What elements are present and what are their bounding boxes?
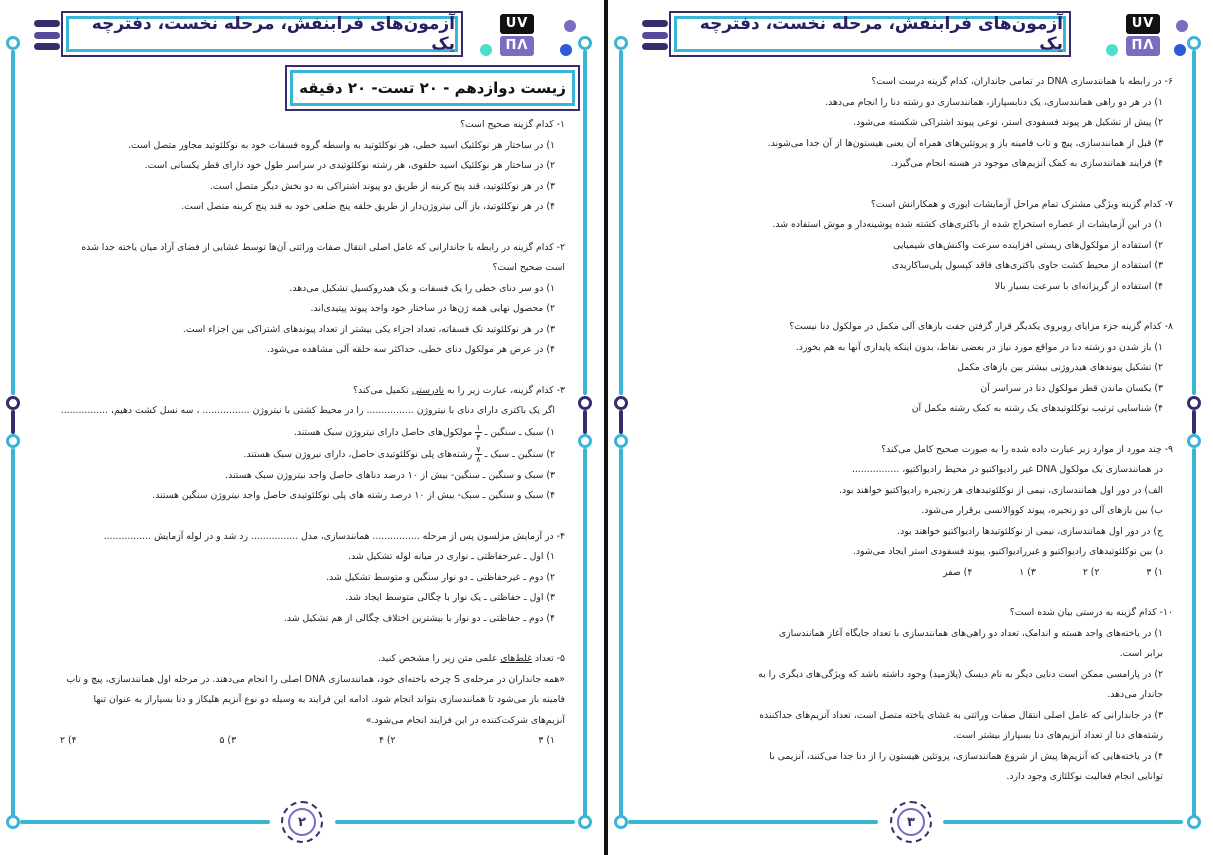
right-rail-lower — [583, 448, 587, 818]
left-page — [0, 0, 604, 855]
option: ۳) در جاندارانی که عامل اصلی انتقال صفات وراثتی به غشای یاخته متصل است، تعداد آنزیم‌های جداکننده رشته‌های دنا از تعداد آنزیم‌های دنا بسپاراز بیشتر است. — [759, 709, 1163, 741]
uv-logo — [494, 14, 540, 58]
page-header — [0, 10, 604, 60]
rail-node — [614, 434, 628, 448]
choice: ۳) ۱ — [1019, 566, 1036, 578]
rail-node — [578, 434, 592, 448]
choice: ۱) ۳ — [538, 735, 555, 746]
question-text: ۹- چند مورد از موارد زیر عبارت داده شده را به صورت صحیح کامل می‌کند؟ — [881, 443, 1173, 455]
right-rail — [1192, 50, 1196, 395]
page-number: ۲ — [288, 808, 316, 836]
option: ۲) تشکیل پیوندهای هیدروژنی بیشتر بین بازهای مکمل — [957, 362, 1163, 373]
question-2 — [60, 238, 565, 361]
option: ۴) در عرض هر مولکول دنای خطی، حداکثر سه حلقه آلی مشاهده می‌شود. — [266, 344, 555, 355]
rail-node — [578, 815, 592, 829]
question-statement: در همانندسازی یک مولکول DNA غیر رادیواکتیو در محیط رادیواکتیو، ................ — [851, 464, 1163, 475]
question-text: ۱۰- کدام گزینه به درستی بیان شده است؟ — [1009, 607, 1173, 618]
question-text: ۱- کدام گزینه صحیح است؟ — [460, 119, 565, 130]
choice: ۱) ۳ — [1146, 566, 1163, 578]
section-title-box — [290, 70, 575, 106]
logo-top: UV — [500, 14, 534, 34]
right-rail-lower — [1192, 448, 1196, 818]
question-6 — [758, 72, 1173, 175]
page-number-badge — [281, 801, 323, 843]
option: ۴) سبک و سنگین ـ سبک- بیش از ۱۰ درصد رشته های پلی نوکلئوتیدی حاصل واجد نیتروژن سنگین هستند. — [152, 490, 555, 501]
answer-choices — [60, 731, 565, 752]
option: ۳) سبک و سنگین ـ سنگین- بیش از ۱۰ درصد دناهای حاصل واجد نیتروژن سبک هستند. — [225, 469, 555, 481]
option: ۱) اول ـ غیرحفاظتی ـ نواری در میانه لوله تشکیل شد. — [348, 551, 555, 562]
option: ۱) در ساختار هر نوکلئیک اسید خطی، هر نوکلئوتید به واسطه گروه فسفات خود به نوکلئوتید مجاور متصل است. — [128, 139, 555, 151]
decor-dot — [1176, 20, 1188, 32]
option: ۳) در هر نوکلئوتید، قند پنج کربنه از طریق دو پیوند اشتراکی به دو بخش دیگر متصل است. — [209, 180, 555, 192]
option: ۳) در هر نوکلئوتید تک فسفاته، تعداد اجزاء یکی بیشتر از تعداد پیوندهای اشتراکی بین اجزاء است. — [182, 323, 555, 335]
option: ۴) در هر نوکلئوتید، باز آلی نیتروژن‌دار از طریق حلقه پنج ضلعی خود به قند پنج کربنه متصل است. — [181, 201, 555, 212]
rail-node — [614, 396, 628, 410]
question-7 — [758, 195, 1173, 298]
question-8 — [758, 317, 1173, 420]
question-passage: «همه جانداران در مرحله‌ی S چرخه یاخته‌ای خود، همانندسازی DNA اصلی را انجام می‌دهند. در مرحله اول همانندسازی، پیچ و تاب فامینه باز می‌شود تا همانندسازی بتواند انجام شود. ادامه این فرایند به وسیله دو نوع آنزیم هلیکاز و دنا بسپاراز به عنوان تنها آنزیم‌های شرکت‌کننده در این فرایند انجام می‌شود.» — [66, 673, 565, 726]
option: ۳) استفاده از محیط کشت حاوی باکتری‌های فاقد کپسول پلی‌ساکاریدی — [891, 260, 1163, 271]
rail-node — [6, 396, 20, 410]
right-rail — [583, 50, 587, 395]
left-rail-lower — [11, 448, 15, 818]
option: ۱) دو سر دنای خطی را یک فسفات و یک هیدروکسیل تشکیل می‌دهد. — [289, 282, 555, 294]
option: ۱) در یاخته‌های واجد هسته و اندامک، تعداد دو راهی‌های همانندسازی با تعداد جایگاه آغاز همانندسازی برابر است. — [778, 627, 1163, 659]
section-title: زیست دوازدهم - ۲۰ تست- ۲۰ دقیقه — [299, 79, 566, 97]
option: ۲) دوم ـ غیرحفاظتی ـ دو نوار سنگین و متوسط تشکیل شد. — [326, 571, 555, 583]
fraction: $\frac{۱}{۴}$ — [476, 422, 481, 442]
statement-item: الف) در دور اول همانندسازی، نیمی از نوکلئوتیدهای هر زنجیره رادیواکتیو خواهند بود. — [838, 484, 1163, 496]
rail-node — [6, 815, 20, 829]
option: ۲) استفاده از مولکول‌های زیستی افزاینده سرعت واکنش‌های شیمیایی — [893, 239, 1163, 251]
decor-dot — [1174, 44, 1186, 56]
question-text: ۶- در رابطه با همانندسازی DNA در تمامی جانداران، کدام گزینه درست است؟ — [871, 76, 1173, 87]
question-3 — [60, 381, 565, 507]
question-9 — [758, 440, 1173, 584]
option: ۲) سنگین ـ سبک ـ $\frac{۷}{۸}$ رشته‌های پلی نوکلئوتیدی حاصل، دارای نیروژن سبک هستند. — [243, 444, 555, 464]
option: ۴) شناسایی ترتیب نوکلئوتیدهای یک رشته به کمک رشته مکمل آن — [911, 403, 1163, 414]
option: ۳) اول ـ حفاظتی ـ یک نوار با چگالی متوسط ایجاد شد. — [345, 592, 555, 603]
question-text: ۷- کدام گزینه ویژگی مشترک تمام مراحل آزمایشات ایوری و همکارانش است؟ — [870, 198, 1173, 210]
option: ۴) در یاخته‌هایی که آنزیم‌ها پیش از شروع همانندسازی، پروتئین هیستون را از دنا جدا می‌کنند، آنزیمی با توانایی انجام فعالیت نوکلئازی وجود دارد. — [769, 750, 1163, 782]
page-header — [608, 10, 1213, 60]
option: ۴) دوم ـ حفاظتی ـ دو نوار با بیشترین اختلاف چگالی از هم تشکیل شد. — [283, 612, 555, 624]
logo-top: UV — [1126, 14, 1160, 34]
right-questions — [758, 72, 1173, 788]
option: ۲) پیش از تشکیل هر پیوند فسفودی استر، نوعی پیوند اشتراکی شکسته می‌شود. — [853, 117, 1163, 128]
footer-line — [335, 820, 575, 824]
right-rail-accent — [583, 410, 587, 434]
rail-node — [1187, 815, 1201, 829]
choice: ۳) ۵ — [219, 735, 237, 746]
footer-line — [943, 820, 1183, 824]
rail-node — [1187, 396, 1201, 410]
header-stripes — [34, 20, 60, 50]
left-rail-lower — [619, 448, 623, 818]
option: ۱) باز شدن دو رشته دنا در مواقع مورد نیاز در بعضی نقاط، بدون اینکه پایداری آنها به هم بخورد. — [795, 341, 1163, 353]
option: ۲) در پارامسی ممکن است دنایی دیگر به نام دیسک (پلازمید) وجود داشته باشد که ویژگی‌های دیگری را به جاندار می‌دهد. — [758, 668, 1163, 700]
question-statement: اگر یک باکتری دارای دنای با نیتروژن ................ را در محیط کشتی با نیتروژن ................ ، سه نسل کشت دهیم، ................ — [60, 405, 555, 416]
page-number: ۳ — [897, 808, 925, 836]
choice: ۴) صفر — [943, 566, 973, 578]
rail-node — [6, 434, 20, 448]
question-4 — [60, 527, 565, 630]
option: ۱) در این آزمایشات از عصاره استخراج شده از باکتری‌های کشته شده پوشینه‌دار و موش استفاده شد. — [772, 219, 1163, 230]
question-10 — [758, 603, 1173, 788]
header-title-box — [674, 16, 1066, 52]
decor-dot — [564, 20, 576, 32]
option: ۴) فرایند همانندسازی به کمک آنزیم‌های موجود در هسته انجام می‌گیرد. — [890, 158, 1163, 169]
question-text: ۳- کدام گزینه، عبارت زیر را به نادرستی تکمیل می‌کند؟ — [353, 384, 565, 396]
choice: ۲) ۲ — [1082, 566, 1100, 578]
option: ۳) یکسان ماندن قطر مولکول دنا در سراسر آن — [980, 382, 1163, 394]
left-rail-accent — [619, 410, 623, 434]
decor-dot — [1106, 44, 1118, 56]
logo-bottom: ПΛ — [1126, 36, 1160, 56]
statement-item: ب) بین بازهای آلی دو زنجیره، پیوند کووالانسی برقرار می‌شود. — [921, 505, 1163, 516]
rail-node — [1187, 434, 1201, 448]
option: ۲) در ساختار هر نوکلئیک اسید حلقوی، هر رشته نوکلئوتیدی در سراسر طول خود دارای قطر یکسانی است. — [144, 160, 555, 171]
rail-node — [614, 815, 628, 829]
choice: ۴) ۲ — [60, 735, 77, 746]
statement-item: ج) در دور اول همانندسازی، نیمی از نوکلئوتیدها رادیواکتیو خواهند بود. — [897, 525, 1163, 537]
logo-bottom: ПΛ — [500, 36, 534, 56]
choice: ۲) ۴ — [378, 735, 396, 746]
option: ۳) قبل از همانندسازی، پیچ و تاب فامینه باز و پروتئین‌های همراه آن یعنی هیستون‌ها از آن جدا می‌شوند. — [767, 137, 1163, 149]
fraction: $\frac{۷}{۸}$ — [476, 444, 481, 464]
uv-logo — [1120, 14, 1166, 58]
footer-line — [20, 820, 270, 824]
left-rail — [619, 50, 623, 395]
decor-dot — [560, 44, 572, 56]
rail-node — [578, 396, 592, 410]
page-number-badge — [890, 801, 932, 843]
left-rail-accent — [11, 410, 15, 434]
option: ۱) در هر دو راهی همانندسازی، یک دنابسپاراز، همانندسازی دو رشته دنا را انجام می‌دهد. — [825, 96, 1163, 108]
question-text: ۸- کدام گزینه جزء مزایای روبروی یکدیگر قرار گرفتن جفت بازهای آلی مکمل در مولکول دنا نیست؟ — [789, 321, 1173, 332]
statement-item: د) بین نوکلئوتیدهای رادیواکتیو و غیررادیواکتیو، پیوند فسفودی استر ایجاد می‌شود. — [852, 546, 1163, 557]
question-1 — [60, 115, 565, 218]
header-title-box — [66, 16, 458, 52]
question-text: ۵- تعداد غلط‌های علمی متن زیر را مشخص کنید. — [378, 653, 565, 664]
question-5 — [60, 649, 565, 752]
header-stripes — [642, 20, 668, 50]
question-text: ۲- کدام گزینه در رابطه با جاندارانی که عامل اصلی انتقال صفات وراثتی آن‌ها توسط غشایی از فضای آزاد میان یاخته جدا شده است صحیح است؟ — [81, 241, 565, 273]
option: ۲) محصول نهایی همه ژن‌ها در ساختار خود واجد پیوند پپتیدی‌اند. — [310, 303, 555, 314]
header-title: آزمون‌های فرابنفش، مرحله نخست، دفترچه یک — [699, 14, 1063, 54]
right-page — [608, 0, 1213, 855]
decor-dot — [480, 44, 492, 56]
option: ۴) استفاده از گریزانه‌ای با سرعت بسیار بالا — [994, 280, 1163, 292]
question-text: ۴- در آزمایش مزلسون پس از مرحله ................ همانندسازی، مدل ................ رد شد و در لوله آزمایش ................ — [103, 530, 565, 542]
right-rail-accent — [1192, 410, 1196, 434]
header-title: آزمون‌های فرابنفش، مرحله نخست، دفترچه یک — [91, 14, 455, 54]
option: ۱) سبک ـ سنگین ـ $\frac{۱}{۴}$ مولکول‌های حاصل دارای نیتروژن سبک هستند. — [293, 422, 555, 442]
answer-choices — [943, 563, 1173, 584]
left-rail — [11, 50, 15, 395]
left-questions — [60, 115, 565, 752]
footer-line — [628, 820, 878, 824]
